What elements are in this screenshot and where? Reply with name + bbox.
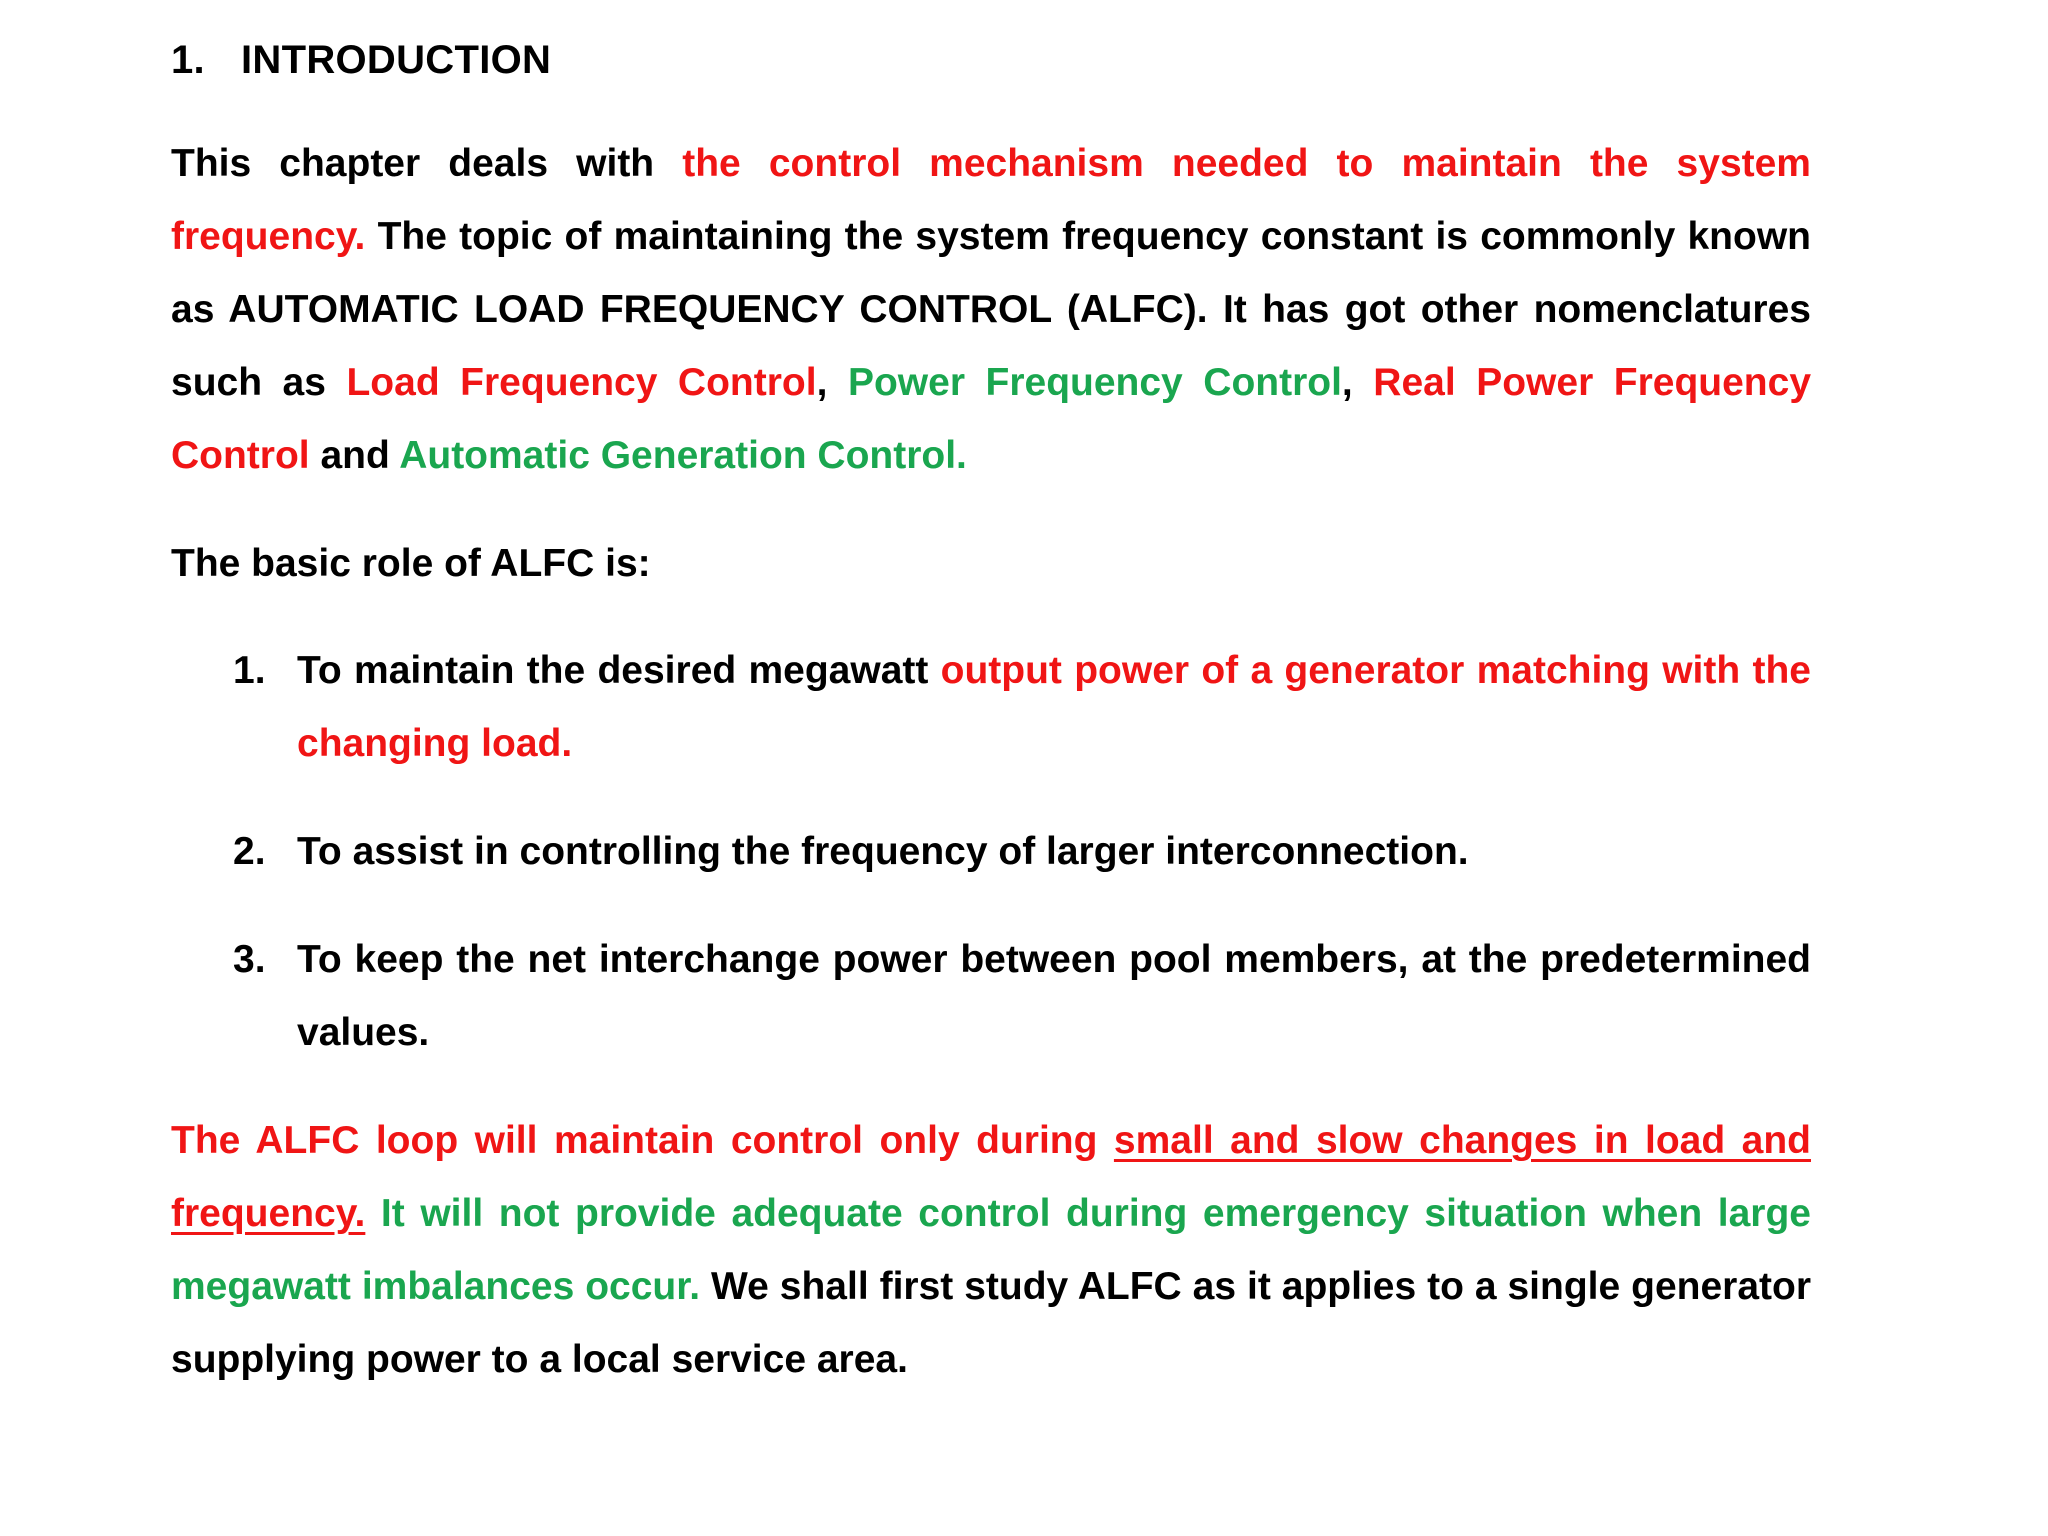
intro-text-c: The topic of maintaining the system frequency constant is commonly known as AUTOMATIC LOAD FREQUENCY CONTROL (ALFC). It has got other nomenclatures such as <box>171 215 1811 404</box>
closing-text-d: We shall first study ALFC as it applies to a single generator supplying power to a local service area. <box>171 1265 1811 1381</box>
closing-paragraph <box>171 1104 1811 1396</box>
closing-text-c: It will not provide adequate control during emergency situation when large megawatt imbalances occur. <box>171 1192 1811 1308</box>
list-item <box>171 815 1811 888</box>
closing-text-a: The ALFC loop will maintain control only during <box>171 1119 1114 1162</box>
list-item-number: 2. <box>233 830 266 873</box>
intro-and: and <box>309 434 400 477</box>
closing-underlined-phrase: small and slow changes in load and frequency. <box>171 1119 1811 1235</box>
list-item-text: To assist in controlling the frequency of larger interconnection. <box>297 830 1469 873</box>
role-list <box>171 634 1811 1069</box>
list-item-text: To maintain the desired megawatt <box>297 649 941 692</box>
list-item <box>171 634 1811 780</box>
intro-comma-2: , <box>1341 361 1374 404</box>
section-heading <box>171 28 1811 92</box>
list-item-text: To keep the net interchange power between pool members, at the predetermined values. <box>297 938 1811 1054</box>
section-title: INTRODUCTION <box>241 38 552 82</box>
list-item-highlight: output power of a generator matching with the changing load. <box>297 649 1811 765</box>
section-number: 1. <box>171 38 205 82</box>
term-automatic-generation-control: Automatic Generation Control. <box>399 434 967 477</box>
list-item-number: 3. <box>233 938 266 981</box>
list-item-number: 1. <box>233 649 266 692</box>
term-power-frequency-control: Power Frequency Control <box>847 361 1342 404</box>
intro-paragraph <box>171 127 1811 492</box>
intro-text-a: This chapter deals with <box>171 142 683 185</box>
document-page <box>171 28 1811 1396</box>
intro-comma-1: , <box>816 361 848 404</box>
intro-highlight-control-mechanism: the control mechanism needed to maintain the system frequency. <box>171 142 1811 258</box>
term-real-power-frequency-control: Real Power Frequency Control <box>171 361 1812 477</box>
list-item <box>171 923 1811 1069</box>
role-title: The basic role of ALFC is: <box>171 542 651 585</box>
term-load-frequency-control: Load Frequency Control <box>346 361 817 404</box>
